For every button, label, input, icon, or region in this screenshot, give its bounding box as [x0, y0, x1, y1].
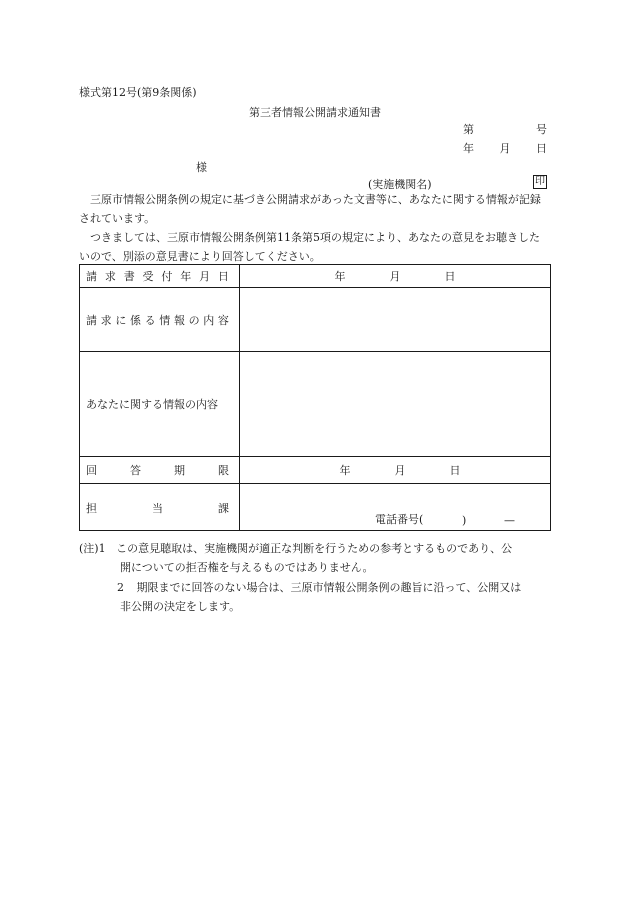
number-prefix: 第	[463, 123, 474, 136]
issue-day: 日	[536, 142, 547, 155]
document-number-line	[463, 121, 547, 137]
label-request-received-date: 請 求 書 受 付 年 月 日	[80, 265, 240, 288]
table-row	[80, 288, 551, 352]
label-responsible-section: 担 当 課	[80, 484, 240, 531]
agency-name: (実施機関名)	[368, 178, 432, 191]
addressee-suffix: 様	[196, 161, 207, 174]
body-paragraph-2: つきましては、三原市情報公開条例第11条第5項の規定により、あなたの意見をお聴きしたいので、別添の意見書により回答してください。	[79, 231, 540, 263]
received-month: 月	[389, 270, 401, 283]
response-deadline-field[interactable]	[240, 457, 551, 484]
issue-year: 年	[463, 142, 474, 155]
note-2-continuation: 非公開の決定をします。	[120, 600, 241, 613]
note-2	[117, 578, 521, 597]
note-2-prefix: 2	[117, 581, 124, 594]
table-row	[80, 352, 551, 457]
body-paragraph-1: 三原市情報公開条例の規定に基づき公開請求があった文書等に、あなたに関する情報が記録されています。	[79, 193, 541, 225]
issue-month: 月	[499, 142, 511, 155]
deadline-year: 年	[339, 464, 351, 477]
request-received-date-field[interactable]	[240, 265, 551, 288]
table-row	[80, 265, 551, 288]
received-day: 日	[444, 270, 456, 283]
phone-dash: —	[504, 514, 515, 527]
requested-info-content-field[interactable]	[240, 288, 551, 352]
table-row	[80, 484, 551, 531]
seal-stamp: 印	[535, 176, 545, 187]
responsible-section-field[interactable]	[240, 484, 551, 531]
phone-label: 電話番号(	[375, 513, 424, 526]
table-row	[80, 457, 551, 484]
received-year: 年	[334, 270, 346, 283]
note-1	[79, 539, 512, 558]
note-1-text: この意見聴取は、実施機関が適正な判断を行うための参考とするものであり、公	[116, 542, 513, 555]
form-number: 様式第12号(第9条関係)	[79, 86, 197, 99]
document-title: 第三者情報公開請求通知書	[249, 106, 381, 119]
request-info-table	[79, 264, 551, 531]
deadline-day: 日	[449, 464, 461, 477]
your-info-content-field[interactable]	[240, 352, 551, 457]
number-suffix: 号	[536, 123, 547, 136]
issue-date-line	[463, 140, 547, 156]
label-your-info-content: あなたに関する情報の内容	[80, 352, 240, 457]
note-1-continuation: 開についての拒否権を与えるものではありません。	[120, 561, 374, 574]
label-requested-info-content: 請 求 に 係 る 情 報 の 内 容	[80, 288, 240, 352]
phone-close-paren: )	[462, 514, 467, 527]
deadline-month: 月	[394, 464, 406, 477]
note-2-text: 期限までに回答のない場合は、三原市情報公開条例の趣旨に沿って、公開又は	[136, 581, 522, 594]
note-1-prefix: (注)1	[79, 542, 106, 555]
label-response-deadline: 回 答 期 限	[80, 457, 240, 484]
